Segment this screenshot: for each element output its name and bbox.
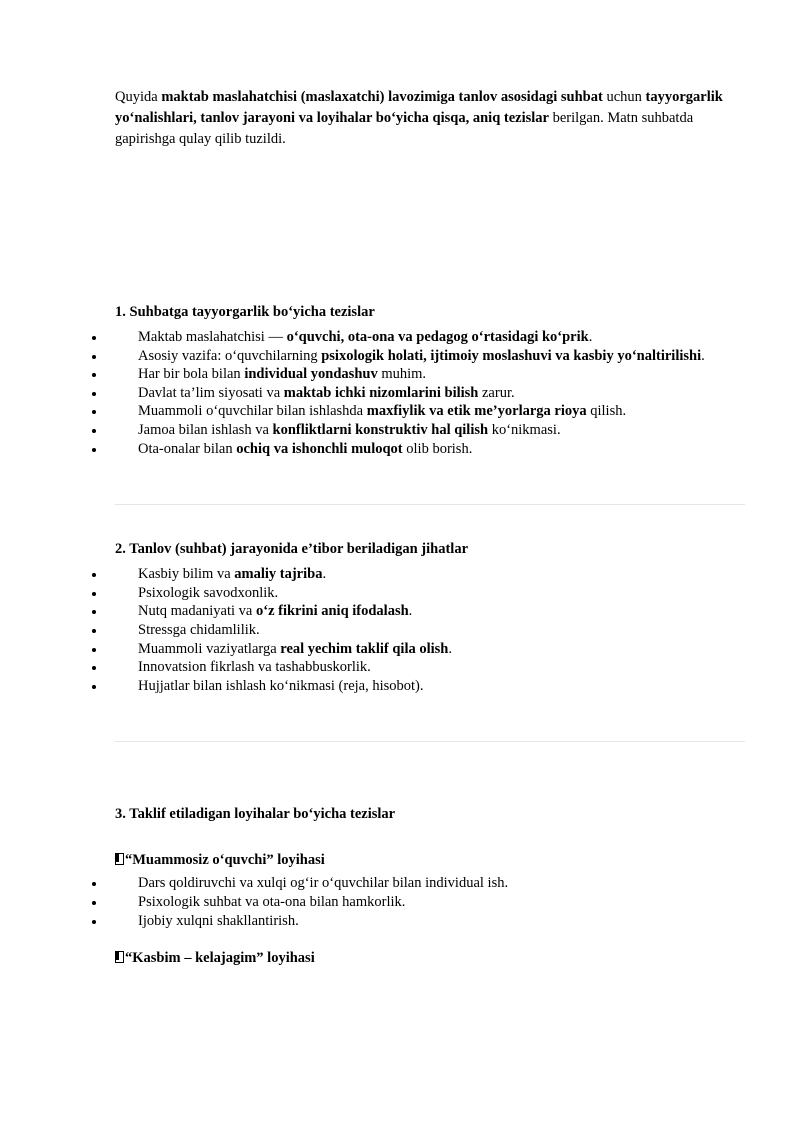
- body-text: Psixologik savodxonlik.: [138, 584, 279, 601]
- missing-glyph-box-icon: [115, 951, 124, 963]
- vertical-spacer: [115, 776, 747, 804]
- body-text: muhim.: [377, 366, 427, 383]
- body-text: ko‘nikmasi.: [488, 421, 561, 438]
- document-content: [115, 72, 747, 972]
- body-text: berilgan. Matn suhbatda gapirishga qulay qilib tuzildi.: [115, 109, 694, 147]
- bullet-item: [115, 874, 747, 893]
- project-title: “Muammosiz o‘quvchi” loyihasi: [125, 852, 325, 869]
- body-text: Muammoli vaziyatlarga: [138, 640, 281, 657]
- body-text: Psixologik suhbat va ota-ona bilan hamkorlik.: [138, 893, 406, 910]
- body-text: Ijobiy xulqni shakllantirish.: [138, 912, 299, 929]
- body-text: Asosiy vazifa: o‘quvchilarning: [138, 347, 322, 364]
- body-text: Stressga chidamlilik.: [138, 621, 260, 638]
- emphasis-text: tayyorgarlik yo‘nalishlari, tanlov jarayoni va loyihalar bo‘yicha qisqa, aniq tezislar: [115, 88, 723, 126]
- body-text: uchun: [602, 88, 646, 105]
- emphasis-text: real yechim taklif qila olish: [280, 640, 449, 657]
- body-text: Hujjatlar bilan ishlash ko‘nikmasi (reja, hisobot).: [138, 677, 424, 694]
- body-text: Davlat ta’lim siyosati va: [138, 384, 284, 401]
- section-divider: [115, 741, 745, 742]
- emphasis-text: maxfiylik va etik me’yorlarga rioya: [366, 403, 587, 420]
- body-text: Kasbiy bilim va: [138, 566, 235, 583]
- bullet-item: [115, 640, 747, 659]
- project-bullet-list: [115, 874, 747, 930]
- emphasis-text: maktab maslahatchisi (maslaxatchi) lavozimiga tanlov asosidagi suhbat: [161, 88, 603, 105]
- bullet-item: [115, 621, 747, 640]
- emphasis-text: o‘z fikrini aniq ifodalash: [255, 603, 409, 620]
- missing-glyph-box-icon: [115, 853, 124, 865]
- emphasis-text: individual yondashuv: [244, 366, 378, 383]
- bullet-item: [115, 677, 747, 696]
- bullet-item: [115, 565, 747, 584]
- bullet-item: [115, 402, 747, 421]
- body-text: Jamoa bilan ishlash va: [138, 421, 273, 438]
- vertical-spacer: [115, 513, 747, 539]
- vertical-spacer: [115, 164, 747, 302]
- section-1-bullet-list: [115, 328, 747, 458]
- body-text: zarur.: [478, 384, 515, 401]
- divider-2-wrapper: [115, 695, 747, 750]
- emphasis-text: konfliktlarni konstruktiv hal qilish: [272, 421, 489, 438]
- section-1-heading: 1. Suhbatga tayyorgarlik bo‘yicha tezislar: [115, 304, 375, 320]
- body-text: Nutq madaniyati va: [138, 603, 256, 620]
- vertical-spacer: [115, 830, 747, 850]
- section-2-bullet-list: [115, 565, 747, 695]
- body-text: .: [408, 603, 413, 620]
- intro-paragraph: [115, 87, 747, 150]
- project-heading: [115, 948, 747, 968]
- body-text: Muammoli o‘quvchilar bilan ishlashda: [138, 403, 367, 420]
- emphasis-text: psixologik holati, ijtimoiy moslashuvi va kasbiy yo‘naltirilishi: [321, 347, 702, 364]
- bullet-item: [115, 912, 747, 931]
- bullet-item: [115, 440, 747, 459]
- body-text: Innovatsion fikrlash va tashabbuskorlik.: [138, 659, 371, 676]
- section-3-heading: 3. Taklif etiladigan loyihalar bo‘yicha tezislar: [115, 806, 396, 823]
- body-text: .: [448, 640, 453, 657]
- project-heading: [115, 850, 747, 870]
- project-title: “Kasbim – kelajagim” loyihasi: [125, 950, 315, 967]
- bullet-item: [115, 328, 747, 347]
- bullet-item: [115, 602, 747, 621]
- project-list: [115, 850, 747, 968]
- body-text: qilish.: [586, 403, 627, 420]
- bullet-item: [115, 365, 747, 384]
- bullet-item: [115, 384, 747, 403]
- body-text: Dars qoldiruvchi va xulqi og‘ir o‘quvchilar bilan individual ish.: [138, 875, 509, 892]
- divider-1-wrapper: [115, 458, 747, 513]
- bullet-item: [115, 421, 747, 440]
- vertical-spacer: [115, 750, 747, 776]
- body-text: olib borish.: [402, 440, 473, 457]
- bullet-item: [115, 347, 747, 366]
- body-text: Ota-onalar bilan: [138, 440, 237, 457]
- emphasis-text: maktab ichki nizomlarini bilish: [283, 384, 479, 401]
- vertical-spacer: [115, 930, 747, 948]
- body-text: Har bir bola bilan: [138, 366, 245, 383]
- body-text: Quyida: [115, 88, 162, 105]
- bullet-item: [115, 893, 747, 912]
- emphasis-text: o‘quvchi, ota-ona va pedagog o‘rtasidagi ko‘prik: [286, 329, 589, 345]
- section-divider: [115, 504, 745, 505]
- section-2-heading: 2. Tanlov (suhbat) jarayonida e’tibor beriladigan jihatlar: [115, 541, 469, 558]
- emphasis-text: ochiq va ishonchli muloqot: [236, 440, 403, 457]
- emphasis-text: amaliy tajriba: [234, 566, 323, 583]
- body-text: Maktab maslahatchisi —: [138, 329, 287, 345]
- bullet-item: [115, 584, 747, 603]
- bullet-item: [115, 658, 747, 677]
- body-text: .: [701, 347, 705, 364]
- body-text: .: [588, 329, 593, 345]
- body-text: .: [322, 566, 327, 583]
